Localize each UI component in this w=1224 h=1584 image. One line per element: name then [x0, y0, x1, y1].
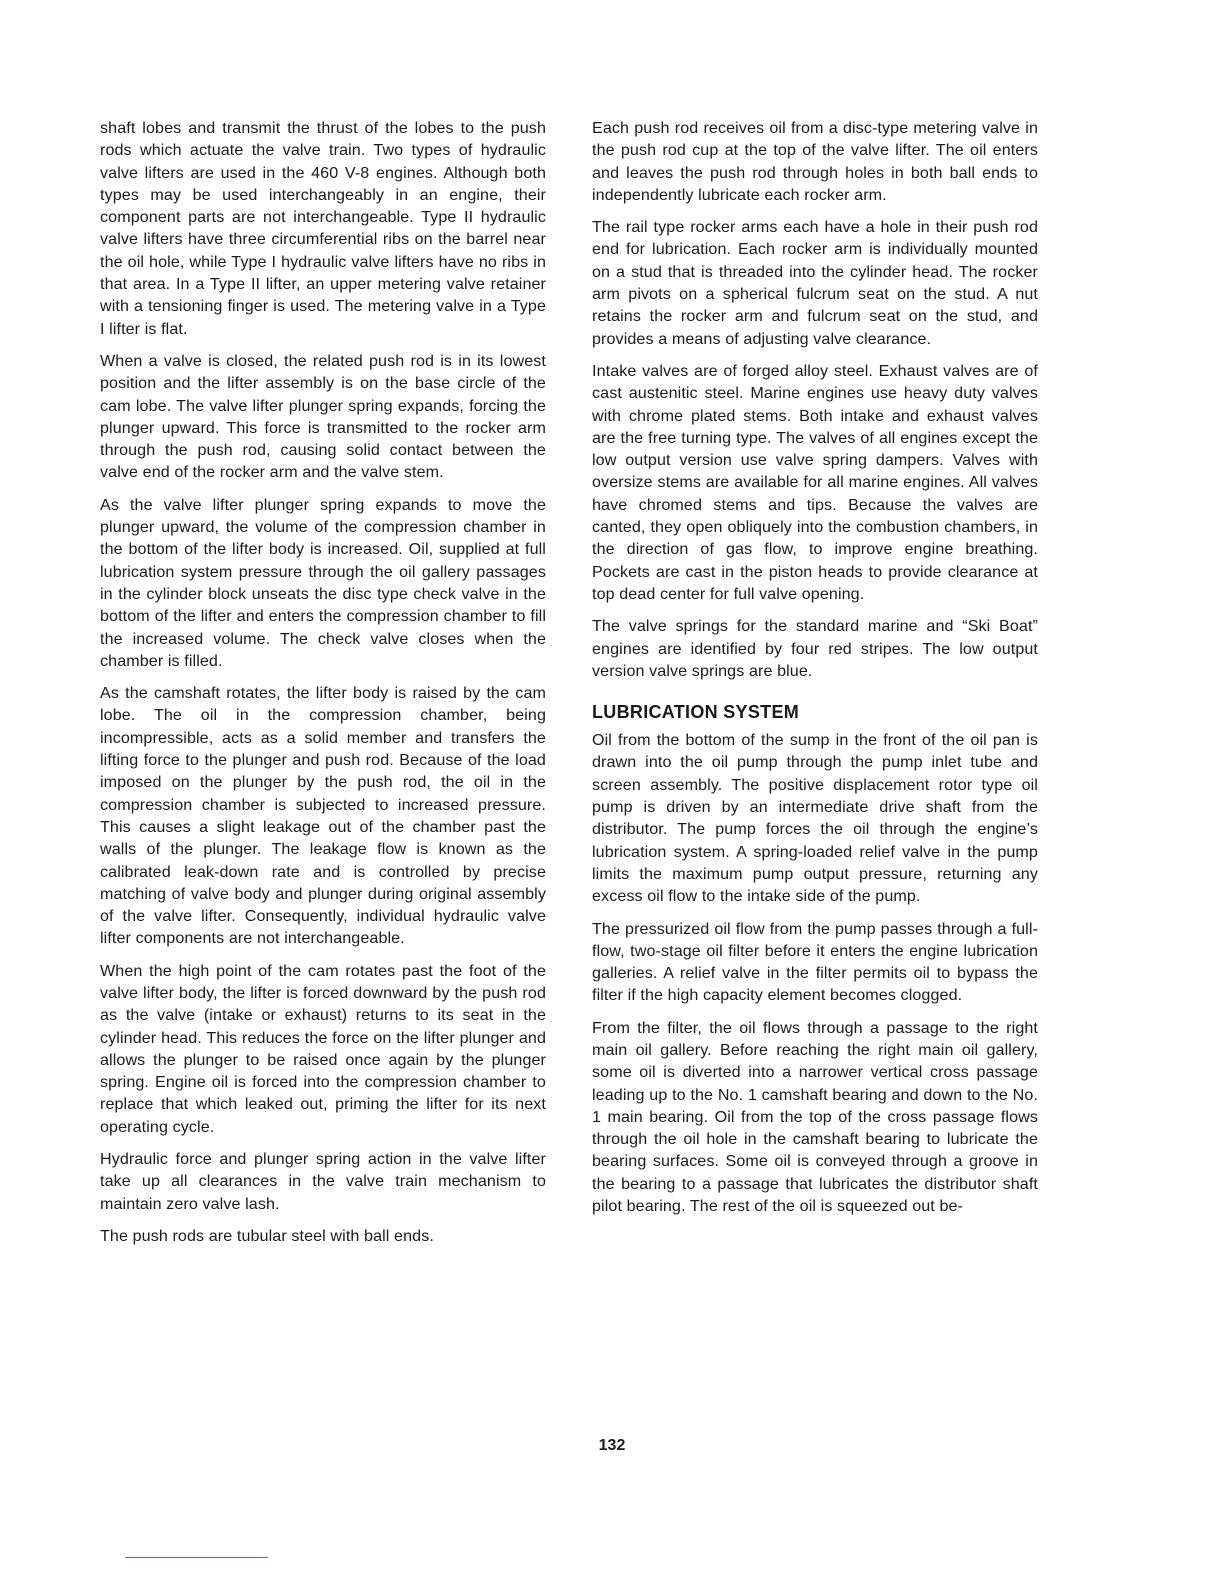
- body-paragraph: The rail type rocker arms each have a hole in their push rod end for lubrication. Each rocker arm is individually mounted on a stud that is threaded into the cylinder head. The rocker arm pivots on a spherical fulcrum seat on the stud. A nut retains the rocker arm and fulcrum seat on the stud, and provides a means of adjusting valve clearance.: [592, 218, 1038, 348]
- body-paragraph: The valve springs for the standard marine and “Ski Boat” engines are identified by four red stripes. The low output version valve springs are blue.: [592, 617, 1038, 680]
- body-paragraph: The pressurized oil flow from the pump passes through a full-flow, two-stage oil filter before it enters the engine lubrication galleries. A relief valve in the filter permits oil to bypass the filter if the high capacity element becomes clogged.: [592, 919, 1038, 1005]
- body-paragraph: shaft lobes and transmit the thrust of the lobes to the push rods which actuate the valve train. Two types of hydraulic valve lifters are used in the 460 V-8 engines. Although both types may be used interchangeably in an engine, their component parts are not interchangeable. Type II hydraulic valve lifters have three circumferential ribs on the barrel near the oil hole, while Type I hydraulic valve lifters have no ribs in that area. In a Type II lifter, an upper metering valve retainer with a tensioning finger is used. The metering valve in a Type I lifter is flat.: [100, 119, 546, 338]
- footer-rule: [125, 1557, 268, 1558]
- body-paragraph: From the filter, the oil flows through a passage to the right main oil gallery. Before reaching the right main oil gallery, some oil is diverted into a narrower vertical cross passage leading up to the No. 1 camshaft bearing and down to the No. 1 main bearing. Oil from the top of the cross passage flows through the oil hole in the camshaft bearing to lubricate the bearing surfaces. Some oil is conveyed through a groove in the bearing to a passage that lubricates the distributor shaft pilot bearing. The rest of the oil is squeezed out be-: [592, 1018, 1038, 1216]
- page-number: 132: [598, 1437, 626, 1454]
- body-paragraph: As the valve lifter plunger spring expands to move the plunger upward, the volume of the compression chamber in the bottom of the lifter body is increased. Oil, supplied at full lubrication system pressure through the oil gallery passages in the cylinder block unseats the disc type check valve in the bottom of the lifter and enters the compression chamber to fill the increased volume. The check valve closes when the chamber is filled.: [100, 495, 546, 670]
- body-paragraph: The push rods are tubular steel with ball ends.: [100, 1226, 434, 1245]
- body-paragraph: When a valve is closed, the related push rod is in its lowest position and the lifter assembly is on the base circle of the cam lobe. The valve lifter plunger spring expands, forcing the plunger upward. This force is transmitted to the rocker arm through the push rod, causing solid contact between the valve end of the rocker arm and the valve stem.: [100, 351, 546, 482]
- section-heading: LUBRICATION SYSTEM: [592, 702, 800, 723]
- body-paragraph: Intake valves are of forged alloy steel. Exhaust valves are of cast austenitic steel. Marine engines use heavy duty valves with chrome plated stems. Both intake and exhaust valves are the free turning type. The valves of all engines except the low output version use valve spring dampers. Valves with oversize stems are available for all marine engines. All valves have chromed stems and tips. Because the valves are canted, they open obliquely into the combustion chambers, in the direction of gas flow, to improve engine breathing. Pockets are cast in the piston heads to provide clearance at top dead center for full valve opening.: [592, 361, 1038, 603]
- body-paragraph: Each push rod receives oil from a disc-type metering valve in the push rod cup at the top of the valve lifter. The oil enters and leaves the push rod through holes in both ball ends to independently lubricate each rocker arm.: [592, 119, 1038, 204]
- body-paragraph: Oil from the bottom of the sump in the front of the oil pan is drawn into the oil pump through the pump inlet tube and screen assembly. The positive displacement rotor type oil pump is driven by an intermediate drive shaft from the distributor. The pump forces the oil through the engine’s lubrication system. A spring-loaded relief valve in the pump limits the maximum pump output pressure, returning any excess oil flow to the intake side of the pump.: [592, 731, 1038, 906]
- right-column: [592, 117, 1038, 1227]
- left-column: [100, 117, 546, 1257]
- body-paragraph: Hydraulic force and plunger spring action in the valve lifter take up all clearances in the valve train mechanism to maintain zero valve lash.: [100, 1150, 546, 1213]
- body-paragraph: As the camshaft rotates, the lifter body is raised by the cam lobe. The oil in the compression chamber, being incompressible, acts as a solid member and transfers the lifting force to the plunger and push rod. Because of the load imposed on the plunger by the push rod, the oil in the compression chamber is subjected to increased pressure. This causes a slight leakage out of the chamber past the walls of the plunger. The leakage flow is known as the calibrated leak-down rate and is controlled by precise matching of valve body and plunger during original assembly of the valve lifter. Consequently, individual hydraulic valve lifter components are not interchangeable.: [100, 684, 546, 948]
- body-paragraph: When the high point of the cam rotates past the foot of the valve lifter body, the lifter is forced downward by the push rod as the valve (intake or exhaust) returns to its seat in the cylinder head. This reduces the force on the lifter plunger and allows the plunger to be raised once again by the plunger spring. Engine oil is forced into the compression chamber to replace that which leaked out, priming the lifter for its next operating cycle.: [100, 961, 546, 1136]
